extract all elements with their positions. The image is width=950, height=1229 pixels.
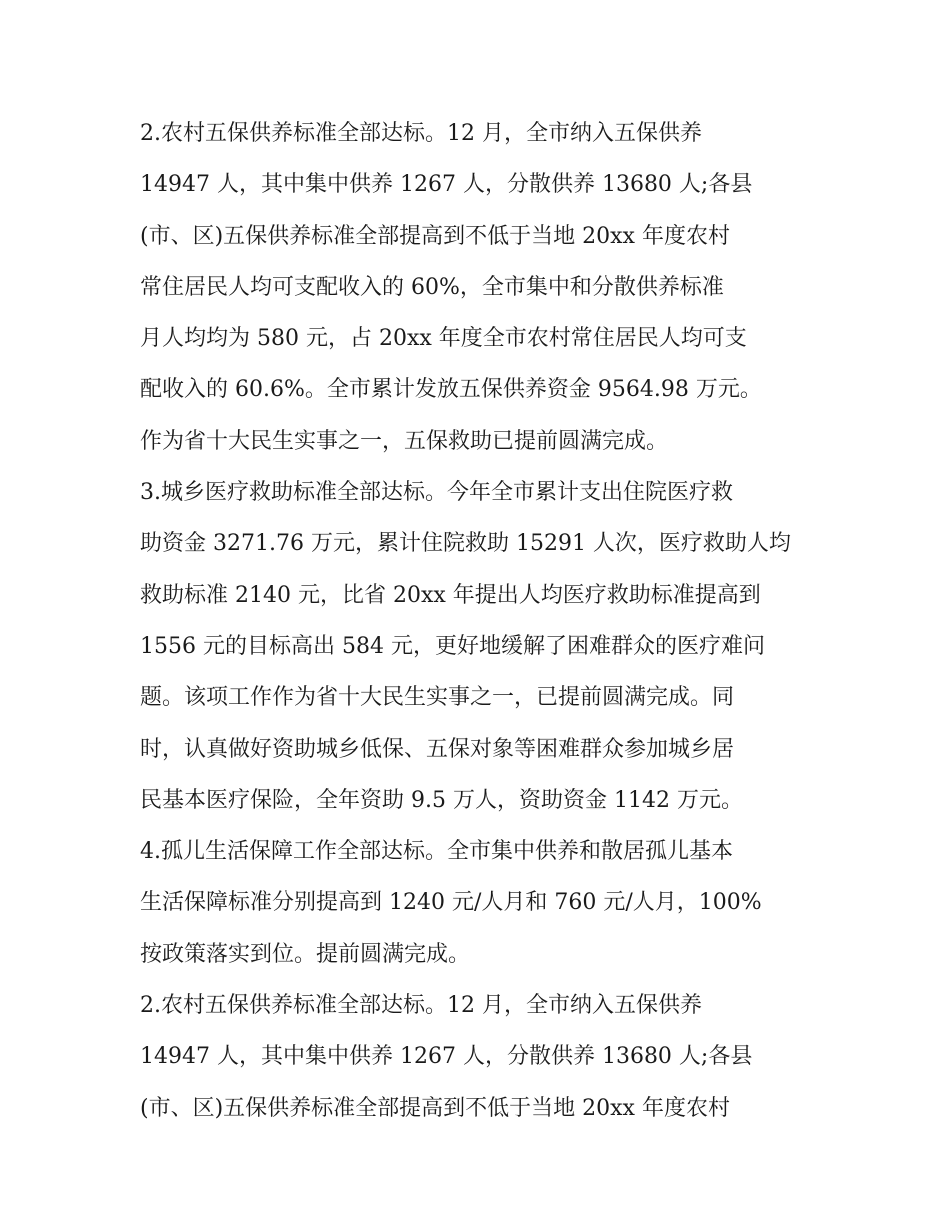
text-line: 民基本医疗保险，全年资助 9.5 万人，资助资金 1142 万元。 xyxy=(140,787,743,813)
text-line: 4.孤儿生活保障工作全部达标。全市集中供养和散居孤儿基本 xyxy=(140,839,733,865)
text-line: 3.城乡医疗救助标准全部达标。今年全市累计支出住院医疗救 xyxy=(140,480,733,506)
text-line: 作为省十大民生实事之一，五保救助已提前圆满完成。 xyxy=(140,428,669,454)
text-line: 2.农村五保供养标准全部达标。12 月，全市纳入五保供养 xyxy=(140,993,702,1019)
text-line: 救助标准 2140 元，比省 20xx 年提出人均医疗救助标准提高到 xyxy=(140,582,761,608)
text-line: 助资金 3271.76 万元，累计住院救助 15291 人次，医疗救助人均 xyxy=(140,531,791,557)
text-line: 2.农村五保供养标准全部达标。12 月，全市纳入五保供养 xyxy=(140,121,702,146)
document-body xyxy=(140,108,820,1134)
text-line: 配收入的 60.6%。全市累计发放五保供养资金 9564.98 万元。 xyxy=(140,377,762,403)
text-line: 题。该项工作作为省十大民生实事之一，已提前圆满完成。同 xyxy=(140,685,735,711)
text-line: 14947 人，其中集中供养 1267 人，分散供养 13680 人;各县 xyxy=(140,172,753,198)
text-line: 1556 元的目标高出 584 元，更好地缓解了困难群众的医疗难问 xyxy=(140,633,765,659)
text-line: 常住居民人均可支配收入的 60%，全市集中和分散供养标准 xyxy=(140,274,724,300)
text-line: 时，认真做好资助城乡低保、五保对象等困难群众参加城乡居 xyxy=(140,736,735,762)
text-line: 生活保障标准分别提高到 1240 元/人月和 760 元/人月，100% xyxy=(140,890,762,916)
text-line: (市、区)五保供养标准全部提高到不低于当地 20xx 年度农村 xyxy=(140,223,730,249)
text-line: 按政策落实到位。提前圆满完成。 xyxy=(140,941,471,967)
text-line: 月人均均为 580 元，占 20xx 年度全市农村常住居民人均可支 xyxy=(140,326,747,352)
text-line: (市、区)五保供养标准全部提高到不低于当地 20xx 年度农村 xyxy=(140,1095,730,1121)
text-line: 14947 人，其中集中供养 1267 人，分散供养 13680 人;各县 xyxy=(140,1044,753,1070)
